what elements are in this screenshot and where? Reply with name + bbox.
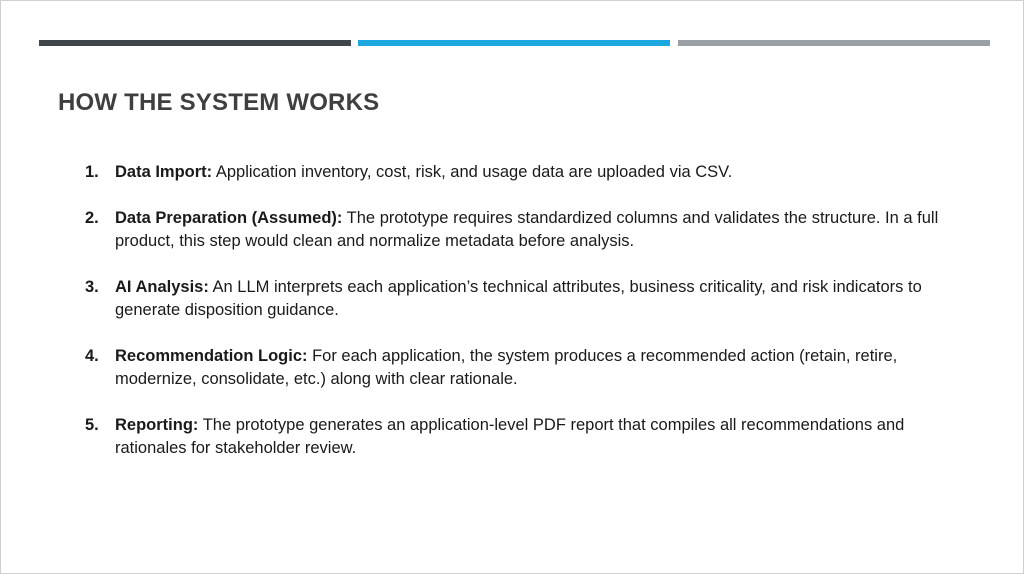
- step-label: Data Preparation (Assumed):: [115, 209, 343, 227]
- step-number: 3.: [85, 278, 99, 296]
- step-number: 2.: [85, 209, 99, 227]
- step-label: Reporting:: [115, 416, 199, 434]
- list-item: [85, 207, 945, 253]
- step-text: For each application, the system produces a recommended action (retain, retire, modernize, consolidate, etc.) along with clear rationale.: [115, 347, 898, 388]
- steps-list: [85, 161, 945, 483]
- list-item: [85, 161, 945, 184]
- step-label: Data Import:: [115, 163, 213, 181]
- slide-title: HOW THE SYSTEM WORKS: [58, 89, 380, 116]
- list-item: [85, 345, 945, 391]
- step-text: The prototype requires standardized columns and validates the structure. In a full product, this step would clean and normalize metadata before analysis.: [115, 209, 939, 250]
- accent-bar-blue: [358, 40, 670, 46]
- step-number: 5.: [85, 416, 99, 434]
- accent-bar-dark: [39, 40, 351, 46]
- step-label: AI Analysis:: [115, 278, 209, 296]
- step-text: Application inventory, cost, risk, and usage data are uploaded via CSV.: [212, 163, 733, 181]
- list-item: [85, 414, 945, 460]
- step-label: Recommendation Logic:: [115, 347, 308, 365]
- step-number: 1.: [85, 163, 99, 181]
- step-text: An LLM interprets each application’s technical attributes, business criticality, and risk indicators to generate disposition guidance.: [115, 278, 922, 319]
- step-text: The prototype generates an application-level PDF report that compiles all recommendations and rationales for stakeholder review.: [115, 416, 905, 457]
- list-item: [85, 276, 945, 322]
- step-number: 4.: [85, 347, 99, 365]
- accent-bar-gray: [678, 40, 990, 46]
